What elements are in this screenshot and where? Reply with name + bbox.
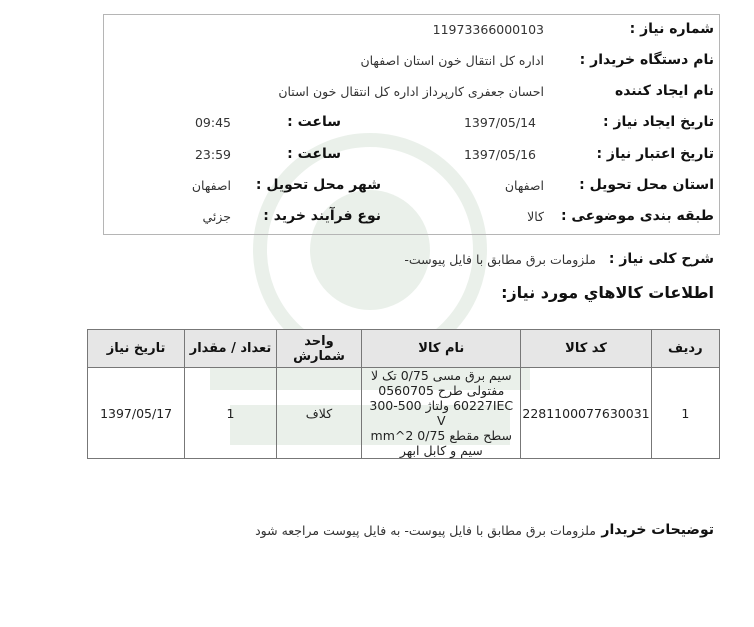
- buyer-org: اداره کل انتقال خون استان اصفهان: [360, 53, 544, 68]
- buyer-notes-label: توضیحات خریدار: [601, 522, 714, 538]
- created-date: 1397/05/14: [463, 115, 536, 130]
- delivery-city: اصفهان: [191, 178, 231, 193]
- item-name-line: مفتولی طرح 0560705: [378, 383, 505, 398]
- item-name-line: سطح مقطع 0/75 mm^2: [370, 428, 513, 443]
- need-number-label: شماره نیاز :: [629, 21, 714, 37]
- item-name-line: 60227IEC ولتاژ 500-300 V: [369, 398, 514, 428]
- items-section-title: اطلاعات کالاهاي مورد نياز:: [501, 283, 714, 302]
- col-header-code: کد کالا: [521, 330, 651, 368]
- col-header-date: تاریخ نیاز: [88, 330, 185, 368]
- item-name-line: سیم و کابل ابهر: [399, 443, 483, 458]
- delivery-province-label: استان محل تحویل :: [579, 177, 714, 193]
- buyer-notes-text: ملزومات برق مطابق با فایل پیوست- به فایل پیوست مراجعه شود: [255, 523, 596, 538]
- valid-time: 23:59: [194, 147, 231, 162]
- valid-time-label: ساعت :: [287, 146, 341, 162]
- col-header-name: نام کالا: [362, 330, 521, 368]
- col-header-unit: واحد شمارش: [276, 330, 361, 368]
- table-row: [88, 368, 720, 459]
- col-header-index: ردیف: [651, 330, 719, 368]
- valid-date-label: تاریخ اعتبار نیاز :: [596, 146, 714, 162]
- cell-name: [362, 368, 521, 459]
- created-time-label: ساعت :: [287, 114, 341, 130]
- category: کالا: [527, 209, 544, 224]
- cell-qty: 1: [185, 368, 277, 459]
- item-name-line: سیم برق مسی 0/75 تک لا: [370, 368, 512, 383]
- buyer-org-label: نام دستگاه خریدار :: [579, 52, 714, 68]
- process-type: جزئي: [202, 209, 231, 224]
- delivery-city-label: شهر محل تحویل :: [255, 177, 381, 193]
- delivery-province: اصفهان: [504, 178, 544, 193]
- col-header-qty: تعداد / مقدار: [185, 330, 277, 368]
- cell-unit: کلاف: [276, 368, 361, 459]
- table-header-row: [88, 330, 720, 368]
- category-label: طبقه بندی موضوعی :: [560, 208, 714, 224]
- creator: احسان جعفری کارپرداز اداره کل انتقال خون استان: [278, 84, 544, 99]
- cell-index: 1: [651, 368, 719, 459]
- process-type-label: نوع فرآیند خرید :: [263, 208, 381, 224]
- creator-label: نام ایجاد کننده: [614, 83, 714, 99]
- created-date-label: تاریخ ایجاد نیاز :: [602, 114, 714, 130]
- created-time: 09:45: [194, 115, 231, 130]
- summary-text: ملزومات برق مطابق با فایل پیوست-: [404, 252, 596, 267]
- summary-label: شرح کلی نیاز :: [608, 251, 714, 267]
- need-number: 11973366000103: [432, 22, 544, 37]
- cell-date: 1397/05/17: [88, 368, 185, 459]
- valid-date: 1397/05/16: [463, 147, 536, 162]
- items-table: [87, 329, 720, 459]
- cell-code: 2281100077630031: [521, 368, 651, 459]
